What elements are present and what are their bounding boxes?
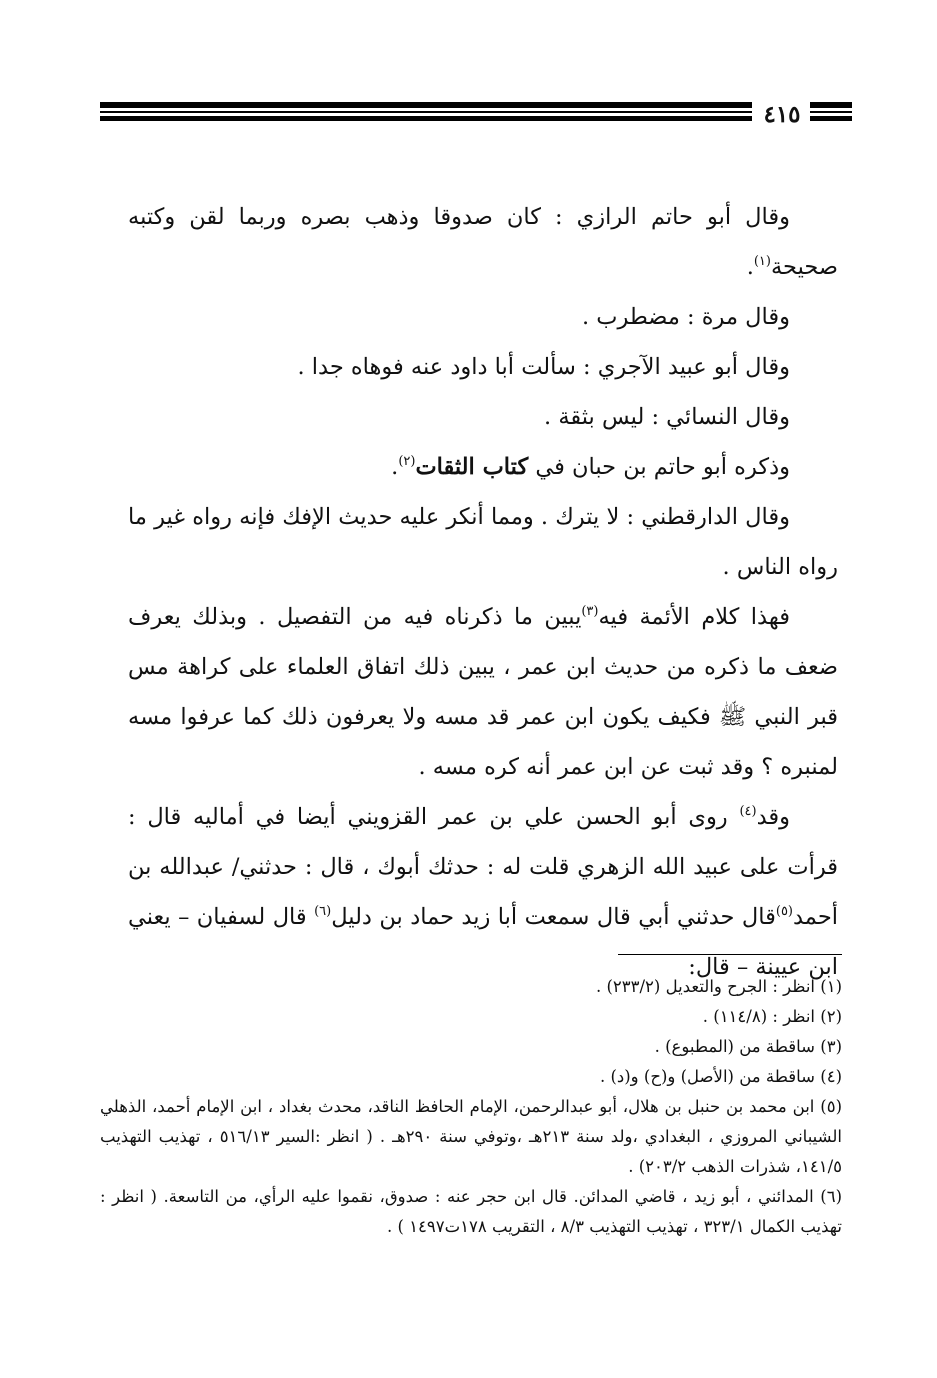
paragraph-ibn-hibban bbox=[128, 442, 838, 492]
footnote-3: (٣) ساقطة من (المطبوع) . bbox=[654, 1037, 842, 1056]
paragraph-text: فهذا كلام الأئمة فيه bbox=[598, 604, 790, 630]
paragraph-text: وقد bbox=[756, 804, 791, 830]
paragraph-text: روى أبو الحسن علي بن عمر القزويني أيضا في أماليه قال : قرأت على عبيد الله الزهري قلت له : حدثك أبوك ، قال : حدثني/ عبدالله بن أحمد bbox=[128, 804, 838, 930]
paragraph-text: قال حدثني أبي قال سمعت أبا زيد حماد بن دليل bbox=[331, 904, 776, 930]
paragraph-text: وذكره أبو حاتم بن حبان في bbox=[535, 454, 790, 480]
main-text bbox=[128, 192, 838, 992]
footnote-6: (٦) المدائني ، أبو زيد ، قاضي المدائن. قال ابن حجر عنه : صدوق، نقموا عليه الرأي، من التاسعة. ( انظر : تهذيب الكمال ٣٢٣/١ ، تهذيب التهذيب ٨/٣ ، التقريب ١٧٨ت١٤٩٧ ) . bbox=[100, 1187, 842, 1236]
paragraph-nasai: وقال النسائي : ليس بثقة . bbox=[544, 404, 790, 430]
paragraph-text: . bbox=[746, 254, 754, 280]
paragraph-text: . bbox=[391, 454, 399, 480]
footnote-separator bbox=[618, 954, 842, 955]
header-rule-right bbox=[810, 102, 852, 108]
footnote-ref: (٣) bbox=[581, 604, 599, 619]
paragraph-abu-hatim bbox=[128, 192, 838, 292]
paragraph-imams-words bbox=[128, 592, 838, 792]
footnote-4: (٤) ساقطة من (الأصل) و(ح) و(د) . bbox=[599, 1067, 842, 1086]
footnote-2: (٢) انظر : (١١٤/٨) . bbox=[702, 1007, 842, 1026]
footnote-ref: (٢) bbox=[398, 454, 416, 469]
header-rule-left-line2 bbox=[100, 111, 752, 113]
paragraph-marra: وقال مرة : مضطرب . bbox=[581, 304, 790, 330]
footnote-ref: (١) bbox=[753, 254, 771, 269]
header-rule-right-line3 bbox=[810, 116, 852, 121]
footnote-ref: (٥) bbox=[775, 904, 793, 919]
page-number: ٤١٥ bbox=[763, 101, 801, 128]
footnote-ref: (٦) bbox=[314, 904, 332, 919]
page-header bbox=[100, 96, 852, 136]
paragraph-ajurri: وقال أبو عبيد الآجري : سألت أبا داود عنه فوهاه جدا . bbox=[297, 354, 790, 380]
paragraph-text: وقال أبو حاتم الرازي : كان صدوقا وذهب بصره وربما لقن وكتبه صحيحة bbox=[128, 204, 838, 280]
paragraph-daraqutni: وقال الدارقطني : لا يترك . ومما أنكر عليه حديث الإفك فإنه رواه غير ما رواه الناس . bbox=[128, 504, 838, 580]
paragraph-qazwini bbox=[128, 792, 838, 992]
footnote-1: (١) انظر : الجرح والتعديل (٢٣٣/٢) . bbox=[595, 977, 842, 996]
header-rule-left-line3 bbox=[100, 116, 752, 121]
footnote-5: (٥) ابن محمد بن حنبل بن هلال، أبو عبدالرحمن، الإمام الحافظ الناقد، محدث بغداد ، ابن الإمام أحمد، الذهلي الشيباني المروزي ، البغدادي ،ولد سنة ٢١٣هـ ،وتوفي سنة ٢٩٠هـ . ( انظر :السير ٥١٦/١٣ ، تهذيب التهذيب ١٤١/٥، شذرات الذهب ٢٠٣/٢) . bbox=[100, 1097, 842, 1176]
footnotes bbox=[100, 972, 842, 1242]
paragraph-text: يبين ما ذكرناه فيه من التفصيل . وبذلك يعرف ضعف ما ذكره من حديث ابن عمر ، يبين ذلك اتفاق العلماء على كراهة مس قبر النبي ﷺ فكيف يكون ابن عمر قد مسه ولا يعرفون ذلك كما عرفوا مسه لمنبره ؟ وقد ثبت عن ابن عمر أنه كره مسه . bbox=[128, 604, 838, 780]
paragraph-text: قال لسفيان – يعني ابن عيينة – قال: bbox=[128, 904, 838, 980]
book-title: كتاب الثقات bbox=[415, 454, 529, 480]
header-rule-right-line2 bbox=[810, 111, 852, 113]
footnote-ref: (٤) bbox=[739, 804, 757, 819]
header-rule-left bbox=[100, 102, 752, 108]
